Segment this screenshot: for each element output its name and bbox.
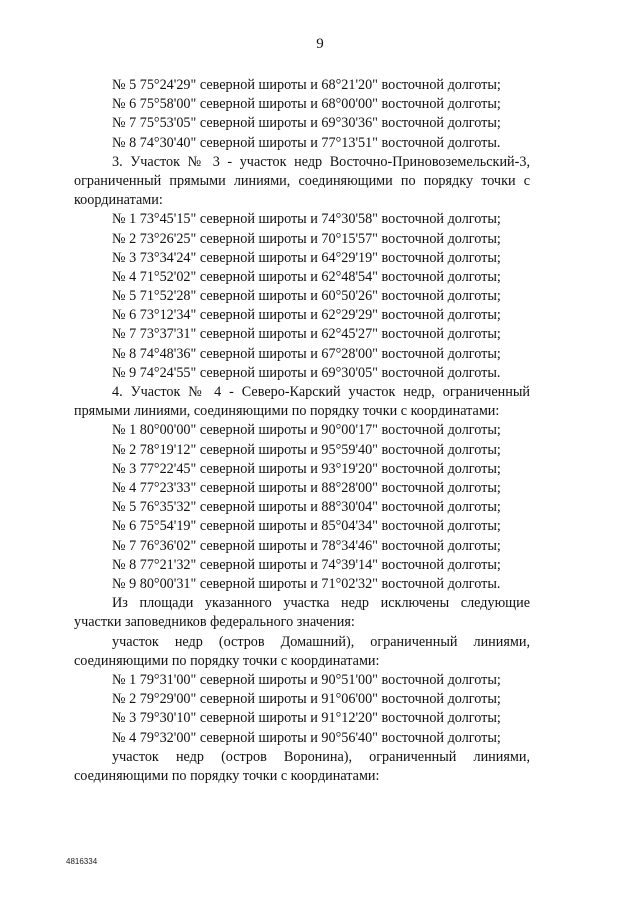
section-3-paragraph: 3. Участок № 3 - участок недр Восточно-Приновоземельский-3, ограниченный прямыми линиями, соединяющими по порядку точки с координатами: [74,153,530,209]
coordinate-line: № 7 75°53'05" северной широты и 69°30'36" восточной долготы; [112,115,501,132]
coordinate-line: № 4 71°52'02" северной широты и 62°48'54" восточной долготы; [112,268,501,285]
coordinate-line: № 5 71°52'28" северной широты и 60°50'26" восточной долготы; [112,288,501,305]
section-4-paragraph: 4. Участок № 4 - Северо-Карский участок недр, ограниченный прямыми линиями, соединяющими по порядку точки с координатами: [74,384,530,420]
coordinate-line: № 6 73°12'34" северной широты и 62°29'29" восточной долготы; [112,307,501,324]
coordinate-line: № 3 77°22'45" северной широты и 93°19'20" восточной долготы; [112,460,501,477]
page-number: 9 [316,36,324,52]
coordinate-line: № 8 74°30'40" северной широты и 77°13'51" восточной долготы. [112,134,501,151]
coordinate-line: № 5 75°24'29" северной широты и 68°21'20" восточной долготы; [112,77,501,93]
coordinate-line: № 5 76°35'32" северной широты и 88°30'04" восточной долготы; [112,499,501,516]
coordinate-line: № 2 73°26'25" северной широты и 70°15'57" восточной долготы; [112,230,501,247]
coordinate-line: № 9 74°24'55" северной широты и 69°30'05" восточной долготы. [112,364,501,381]
coordinate-line: № 8 74°48'36" северной широты и 67°28'00" восточной долготы; [112,345,501,362]
document-code: 4816334 [66,857,98,866]
coordinate-line: № 1 80°00'00" северной широты и 90°00'17" восточной долготы; [112,422,501,439]
coordinate-line: № 3 79°30'10" северной широты и 91°12'20" восточной долготы; [112,710,501,727]
coordinate-line: № 1 79°31'00" северной широты и 90°51'00" восточной долготы; [112,671,501,688]
coordinate-line: № 9 80°00'31" северной широты и 71°02'32" восточной долготы. [112,575,501,592]
coordinate-line: № 6 75°58'00" северной широты и 68°00'00" восточной долготы; [112,96,501,113]
voronina-island-paragraph: участок недр (остров Воронина), ограниченный линиями, соединяющими по порядку точки с координатами: [74,748,530,784]
coordinate-line: № 2 79°29'00" северной широты и 91°06'00" восточной долготы; [112,691,501,708]
coordinate-line: № 4 79°32'00" северной широты и 90°56'40" восточной долготы; [112,729,501,746]
domashny-island-paragraph: участок недр (остров Домашний), ограниченный линиями, соединяющими по порядку точки с координатами: [74,633,530,669]
coordinate-line: № 7 76°36'02" северной широты и 78°34'46" восточной долготы; [112,537,501,554]
coordinate-line: № 4 77°23'33" северной широты и 88°28'00" восточной долготы; [112,480,501,497]
coordinate-line: № 1 73°45'15" северной широты и 74°30'58" восточной долготы; [112,211,501,228]
coordinate-line: № 2 78°19'12" северной широты и 95°59'40" восточной долготы; [112,441,501,458]
coordinate-line: № 6 75°54'19" северной широты и 85°04'34" восточной долготы; [112,518,501,535]
coordinate-line: № 7 73°37'31" северной широты и 62°45'27" восточной долготы; [112,326,501,343]
coordinate-line: № 8 77°21'32" северной широты и 74°39'14" восточной долготы; [112,556,501,573]
exclusion-paragraph: Из площади указанного участка недр исключены следующие участки заповедников федерального значения: [74,595,530,631]
document-body [74,76,530,786]
coordinate-line: № 3 73°34'24" северной широты и 64°29'19" восточной долготы; [112,249,501,266]
